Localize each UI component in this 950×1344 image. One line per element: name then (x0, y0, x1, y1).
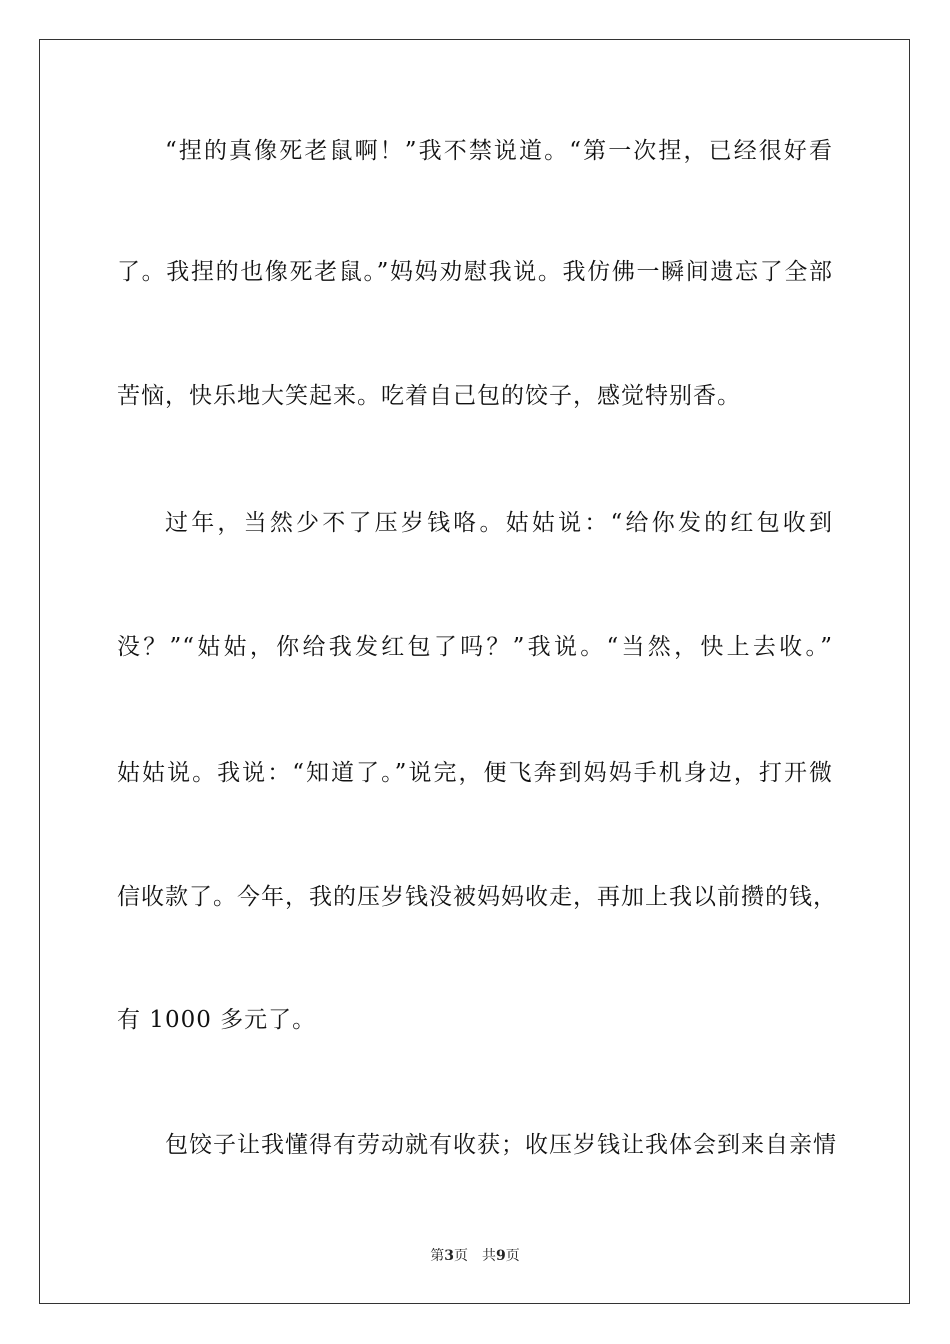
paragraph-line-9: 包饺子让我懂得有劳动就有收获；收压岁钱让我体会到来自亲情 (165, 1132, 837, 1158)
page-border (39, 39, 910, 1304)
paragraph-line-2: 了。我捏的也像死老鼠。”妈妈劝慰我说。我仿佛一瞬间遗忘了全部 (117, 259, 833, 285)
page-footer (0, 1247, 950, 1265)
current-page-number: 3 (444, 1248, 454, 1264)
page-number-suffix: 页 (454, 1248, 468, 1264)
paragraph-line-4: 过年，当然少不了压岁钱咯。姑姑说：“给你发的红包收到 (165, 510, 833, 536)
paragraph-line-1: “捏的真像死老鼠啊！”我不禁说道。“第一次捏，已经很好看 (165, 138, 833, 164)
total-pages-suffix: 页 (505, 1248, 520, 1264)
total-pages-number: 9 (496, 1248, 506, 1264)
paragraph-line-3: 苦恼，快乐地大笑起来。吃着自己包的饺子，感觉特别香。 (117, 383, 741, 409)
total-pages-prefix: 共 (482, 1248, 496, 1264)
page-number-prefix: 第 (430, 1248, 445, 1264)
paragraph-line-6: 姑姑说。我说：“知道了。”说完，便飞奔到妈妈手机身边，打开微 (117, 760, 833, 786)
paragraph-line-5: 没？”“姑姑，你给我发红包了吗？”我说。“当然，快上去收。” (117, 634, 833, 660)
paragraph-line-8: 有 1000 多元了。 (117, 1007, 317, 1033)
paragraph-line-7: 信收款了。今年，我的压岁钱没被妈妈收走，再加上我以前攒的钱， (117, 884, 837, 910)
